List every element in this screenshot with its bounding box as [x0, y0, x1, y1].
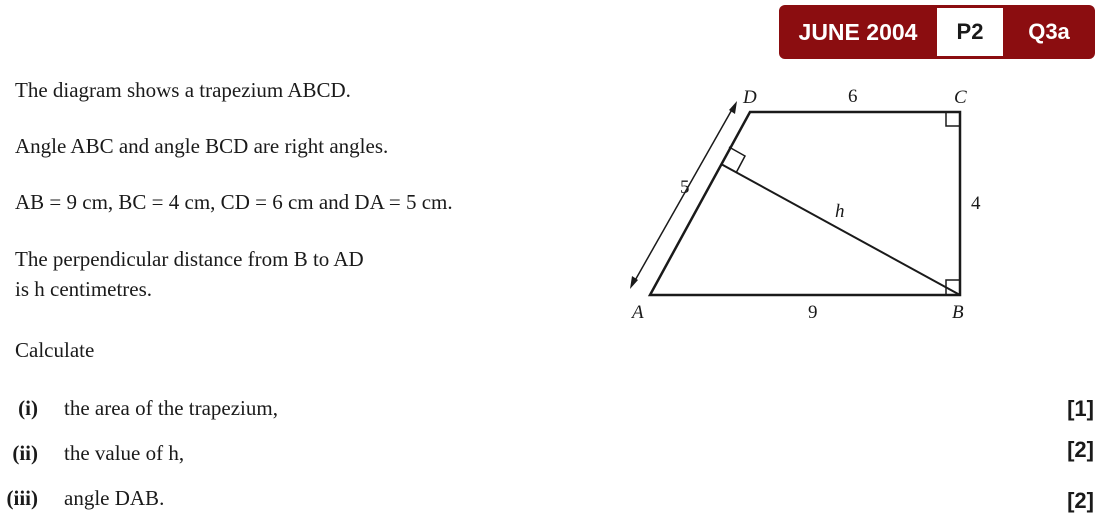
perpendicular-h	[721, 164, 960, 295]
exam-date: JUNE 2004	[798, 18, 918, 45]
intro-line-3: AB = 9 cm, BC = 4 cm, CD = 6 cm and DA = 5 cm.	[15, 190, 453, 214]
vertex-label-d: D	[743, 87, 757, 108]
part-ii-text: the value of h,	[64, 441, 185, 465]
label-h: h	[835, 201, 845, 222]
part-ii-marks: [2]	[1067, 437, 1094, 462]
trapezium-outline	[650, 112, 960, 295]
question-number: Q3a	[1028, 19, 1070, 44]
vertex-label-a: A	[632, 302, 644, 323]
side-label-ab: 9	[808, 302, 818, 323]
side-label-cd: 6	[848, 86, 858, 107]
intro-line-4: The perpendicular distance from B to AD	[15, 247, 364, 271]
intro-line-1: The diagram shows a trapezium ABCD.	[15, 78, 351, 102]
calculate-prompt: Calculate	[15, 338, 95, 362]
part-iii-marks: [2]	[1067, 488, 1094, 513]
intro-line-5: is h centimetres.	[15, 277, 153, 301]
paper-number: P2	[937, 8, 1003, 56]
part-ii-number: (ii)	[12, 441, 38, 465]
part-iii-text: angle DAB.	[64, 486, 165, 510]
part-iii-number: (iii)	[6, 486, 38, 510]
side-label-da: 5	[680, 177, 690, 198]
part-i-marks: [1]	[1067, 396, 1094, 421]
vertex-label-b: B	[952, 302, 964, 323]
intro-line-2: Angle ABC and angle BCD are right angles.	[15, 134, 389, 158]
part-i-text: the area of the trapezium,	[64, 396, 278, 420]
vertex-label-c: C	[954, 87, 967, 108]
part-i-number: (i)	[18, 396, 38, 420]
right-angle-c	[946, 112, 960, 126]
side-label-bc: 4	[971, 193, 981, 214]
